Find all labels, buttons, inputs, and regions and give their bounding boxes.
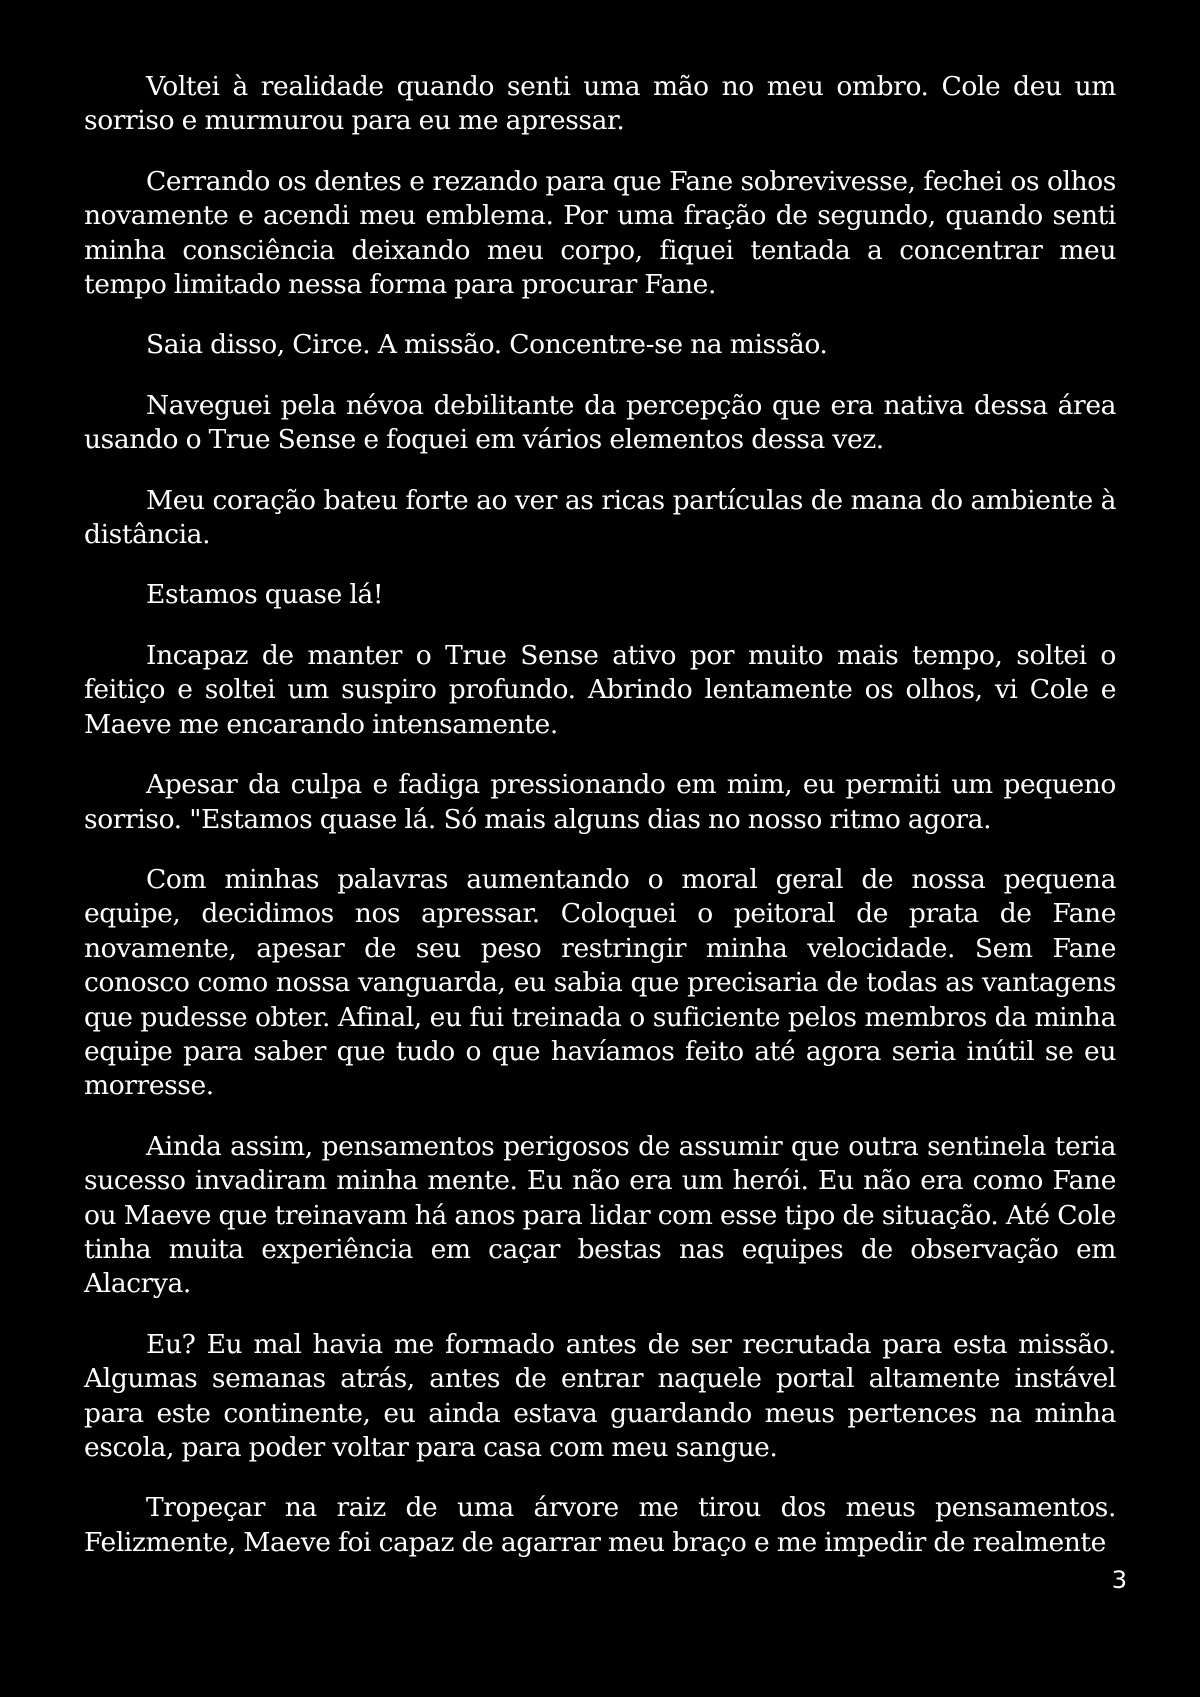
paragraph-3: Saia disso, Circe. A missão. Concentre-se na missão. <box>146 329 828 361</box>
paragraph-11: Eu? Eu mal havia me formado antes de ser recrutada para esta missão. Algumas semanas atrás, antes de entrar naquele portal altamente instável para este continente, eu ainda estava guardando meus pertences na minha escola, para poder voltar para casa com meu sangue. <box>84 1328 1116 1463</box>
page-number: 3 <box>1111 1566 1127 1594</box>
paragraph-10: Ainda assim, pensamentos perigosos de assumir que outra sentinela teria sucesso invadiram minha mente. Eu não era um herói. Eu não era como Fane ou Maeve que treinavam há anos para lidar com esse tipo de situação. Até Cole tinha muita experiência em caçar bestas nas equipes de observação em Alacrya. <box>84 1130 1116 1300</box>
paragraph-6: Estamos quase lá! <box>146 579 384 611</box>
paragraph-7: Incapaz de manter o True Sense ativo por muito mais tempo, soltei o feitiço e soltei um suspiro profundo. Abrindo lentamente os olhos, vi Cole e Maeve me encarando intensamente. <box>84 639 1116 740</box>
paragraph-5: Meu coração bateu forte ao ver as ricas partículas de mana do ambiente à distância. <box>84 484 1116 551</box>
paragraph-8: Apesar da culpa e fadiga pressionando em mim, eu permiti um pequeno sorriso. "Estamos quase lá. Só mais alguns dias no nosso ritmo agora. <box>84 769 1116 835</box>
paragraph-4: Naveguei pela névoa debilitante da percepção que era nativa dessa área usando o True Sense e foquei em vários elementos dessa vez. <box>84 389 1116 456</box>
paragraph-1: Voltei à realidade quando senti uma mão no meu ombro. Cole deu um sorriso e murmurou para eu me apressar. <box>84 71 1116 137</box>
page-body <box>84 70 1116 1586</box>
paragraph-12: Tropeçar na raiz de uma árvore me tirou dos meus pensamentos. Felizmente, Maeve foi capaz de agarrar meu braço e me impedir de realmente <box>84 1492 1116 1558</box>
paragraph-2: Cerrando os dentes e rezando para que Fane sobrevivesse, fechei os olhos novamente e acendi meu emblema. Por uma fração de segundo, quando senti minha consciência deixando meu corpo, fiquei tentada a concentrar meu tempo limitado nessa forma para procurar Fane. <box>84 165 1116 301</box>
paragraph-9: Com minhas palavras aumentando o moral geral de nossa pequena equipe, decidimos nos apressar. Coloquei o peitoral de prata de Fane novamente, apesar de seu peso restringir minha velocidade. Sem Fane conosco como nossa vanguarda, eu sabia que precisaria de todas as vantagens que pudesse obter. Afinal, eu fui treinada o suficiente pelos membros da minha equipe para saber que tudo o que havíamos feito até agora seria inútil se eu morresse. <box>84 863 1116 1102</box>
